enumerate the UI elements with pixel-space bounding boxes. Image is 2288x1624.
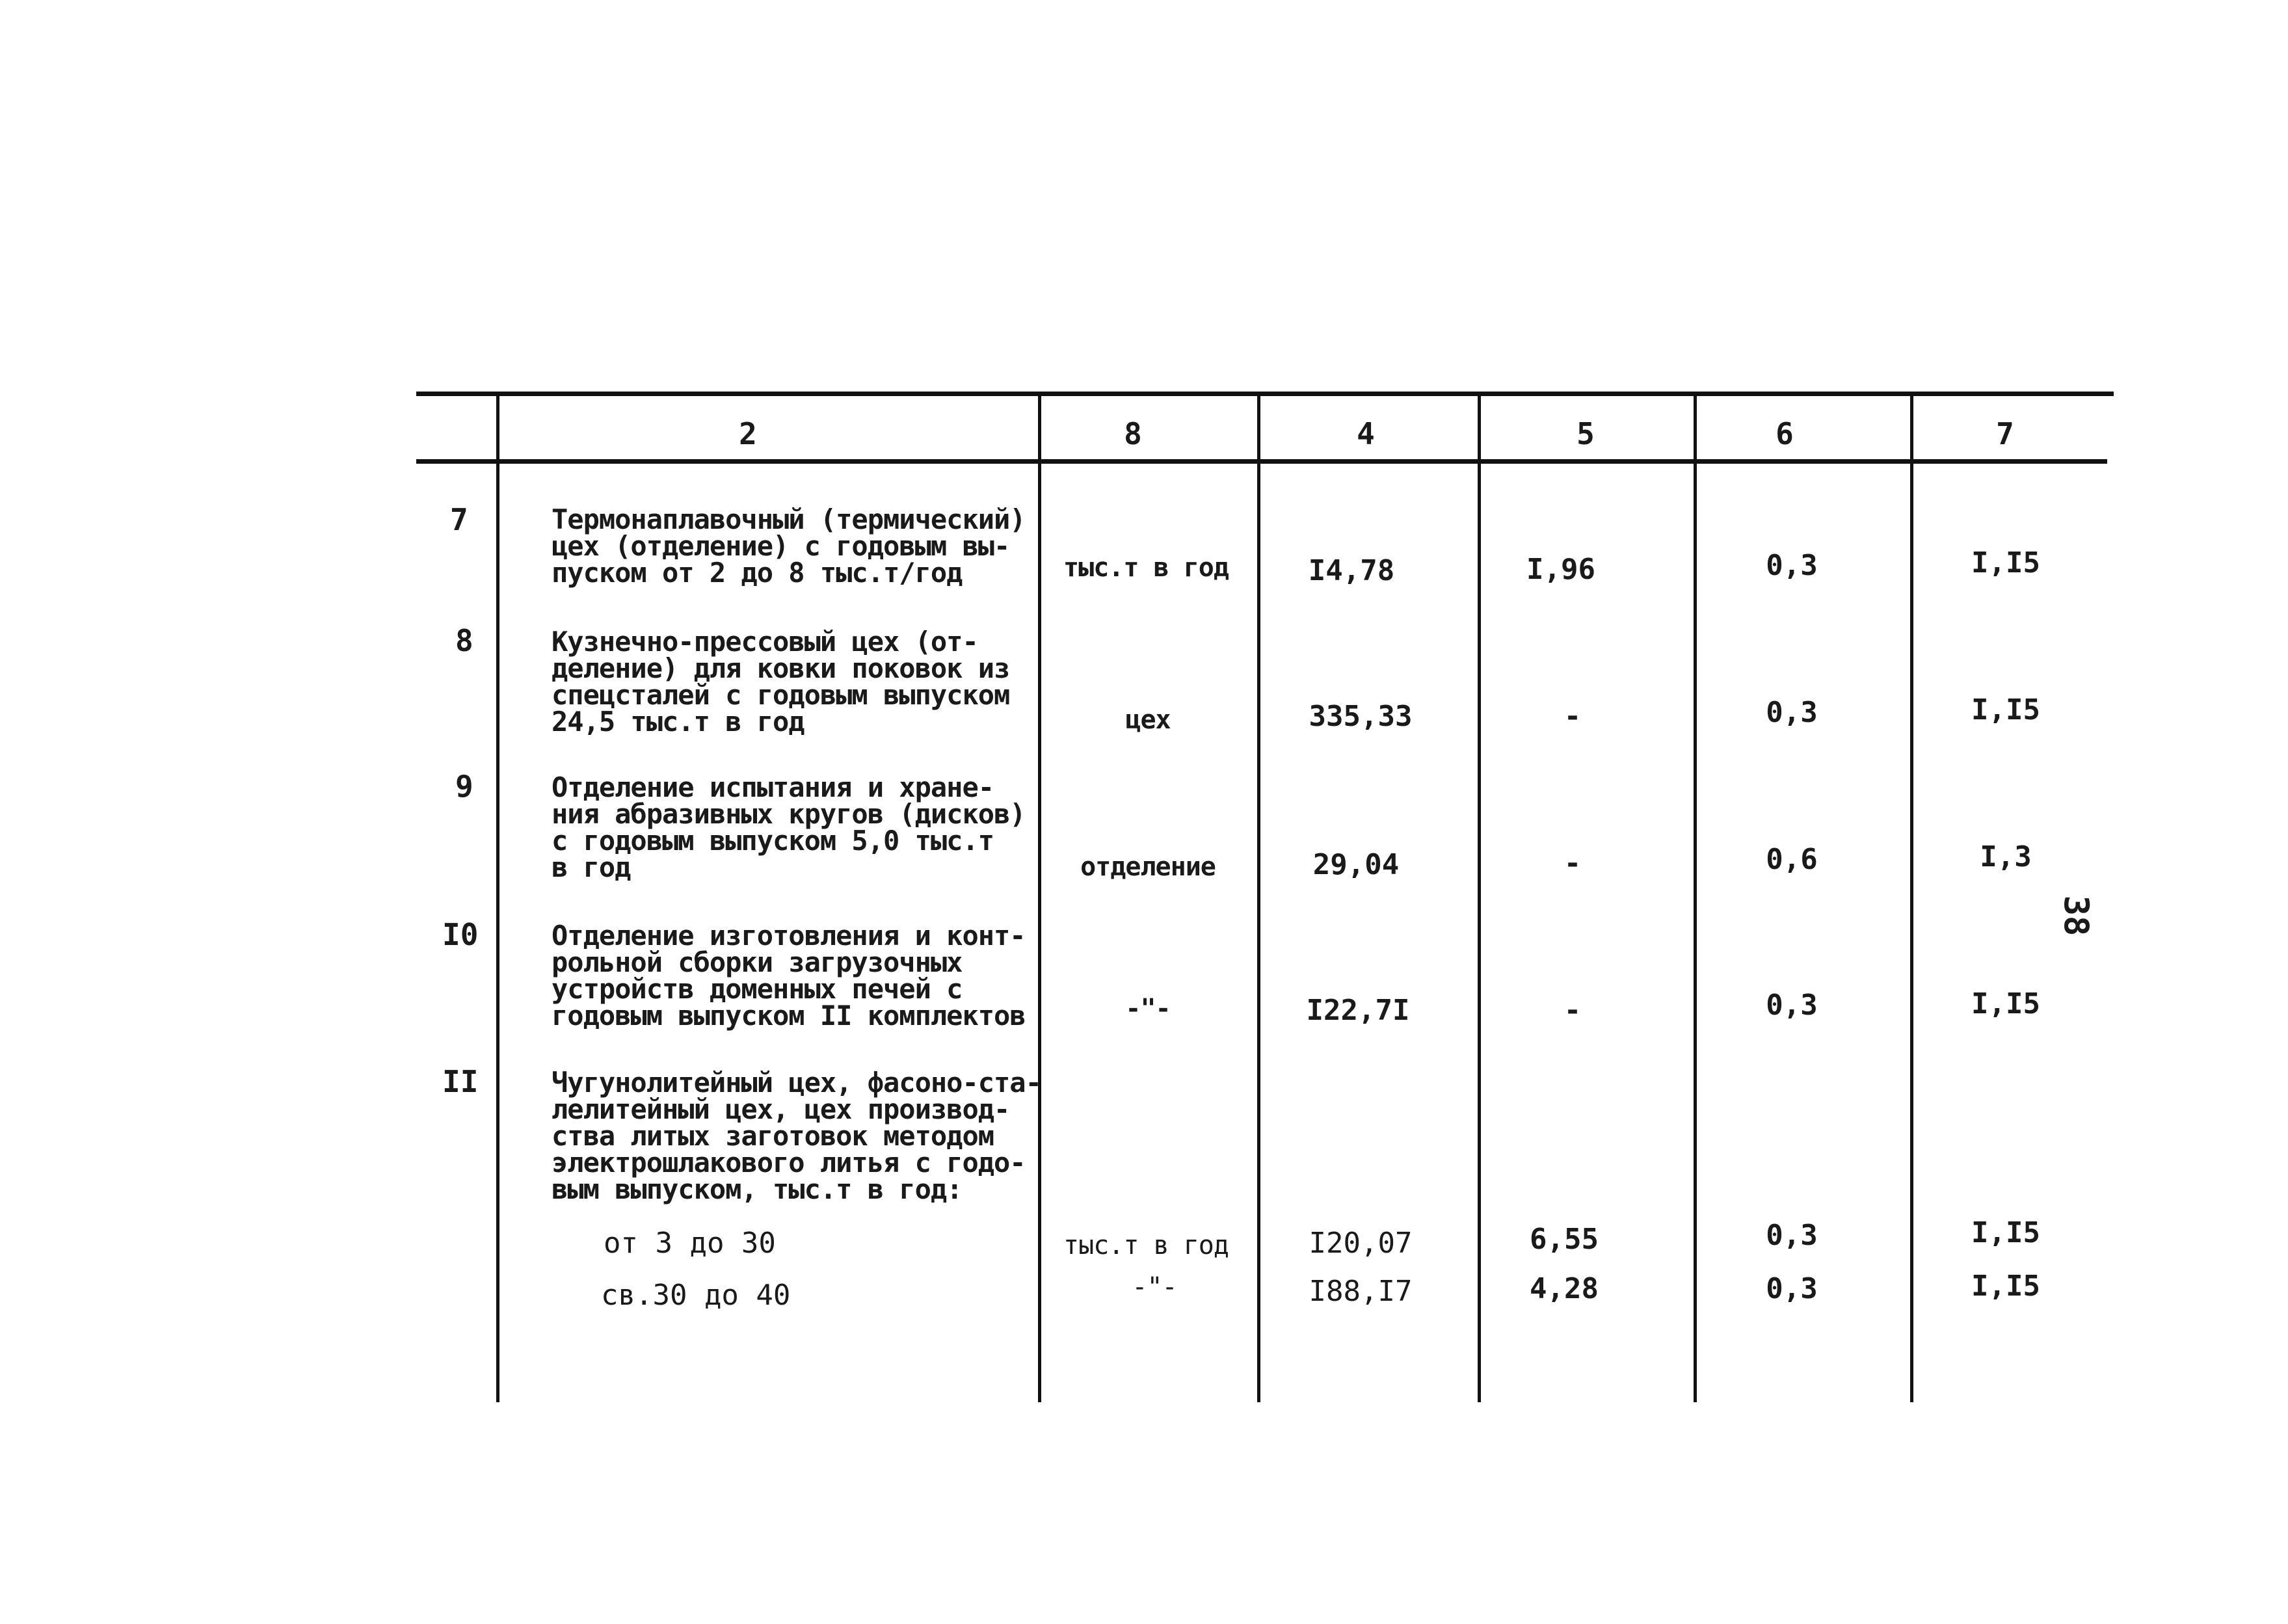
header-col-7: 7 [1996,416,2014,451]
row-col-6: 0,3 [1766,696,1818,729]
subrow-unit: -"- [1132,1272,1177,1302]
row-unit: отделение [1080,852,1216,882]
subrow-col-5: 4,28 [1530,1272,1599,1305]
subrow-col-4: I88,I7 [1309,1275,1413,1308]
row-col-7: I,3 [1980,840,2032,873]
row-number: II [442,1064,479,1099]
header-col-2: 2 [739,416,757,451]
header-col-5: 5 [1576,416,1595,451]
row-col-4: 29,04 [1312,848,1400,881]
header-col-4: 4 [1357,416,1375,451]
row-col-5: - [1563,847,1582,880]
table-header-rule [416,459,2107,464]
row-description: Отделение изготовления и конт- рольной сборки загрузочных устройств доменных печей с годовым выпуском II комплектов [552,920,1026,1032]
row-col-6: 0,6 [1766,843,1818,876]
table-top-rule [416,392,2114,396]
row-col-4: I4,78 [1308,554,1395,587]
subrow-label: св.30 до 40 [601,1279,791,1312]
row-description: Отделение испытания и хране- ния абразивных кругов (дисков) с годовым выпуском 5,0 тыс.т в год [552,771,1026,883]
row-description: Чугунолитейный цех, фасоно-ста- лелитейный цех, цех производ- ства литых заготовок методом электрошлакового литья с годо- вым выпуском, тыс.т в год: [552,1067,1041,1205]
row-col-5: I,96 [1526,553,1595,586]
row-col-4: 335,33 [1309,700,1413,733]
subrow-col-7: I,I5 [1971,1216,2040,1249]
header-col-6: 6 [1776,416,1794,451]
row-number: 7 [450,502,468,537]
subrow-col-6: 0,3 [1766,1219,1818,1252]
header-col-3: 8 [1124,416,1142,451]
row-description: Кузнечно-прессовый цех (от- деление) для ковки поковок из спецсталей с годовым выпуском 24,5 тыс.т в год [552,626,1010,738]
row-number: 8 [455,623,473,658]
row-col-5: - [1563,994,1582,1027]
subrow-col-7: I,I5 [1971,1270,2040,1303]
column-divider-3 [1257,395,1260,1402]
row-col-7: I,I5 [1971,546,2040,579]
row-col-4: I22,7I [1306,994,1410,1027]
subrow-label: от 3 до 30 [604,1227,776,1260]
row-number: I0 [442,917,479,952]
column-divider-5 [1694,395,1697,1402]
row-description: Термонаплавочный (термический) цех (отделение) с годовым вы- пуском от 2 до 8 тыс.т/год [552,503,1026,589]
column-divider-6 [1910,395,1913,1402]
row-col-5: - [1563,700,1582,733]
column-divider-1 [496,395,499,1402]
column-divider-4 [1478,395,1481,1402]
row-unit: тыс.т в год [1063,553,1229,583]
subrow-col-5: 6,55 [1530,1223,1599,1256]
subrow-col-4: I20,07 [1309,1227,1413,1260]
row-col-6: 0,3 [1766,549,1818,582]
subrow-col-6: 0,3 [1766,1272,1818,1305]
row-number: 9 [455,769,473,804]
page-number: 38 [2056,895,2095,937]
row-unit: цех [1125,705,1171,735]
row-col-7: I,I5 [1971,987,2040,1020]
row-col-6: 0,3 [1766,989,1818,1022]
row-col-7: I,I5 [1971,693,2040,726]
row-unit: -"- [1125,994,1171,1024]
subrow-unit: тыс.т в год [1063,1231,1229,1260]
